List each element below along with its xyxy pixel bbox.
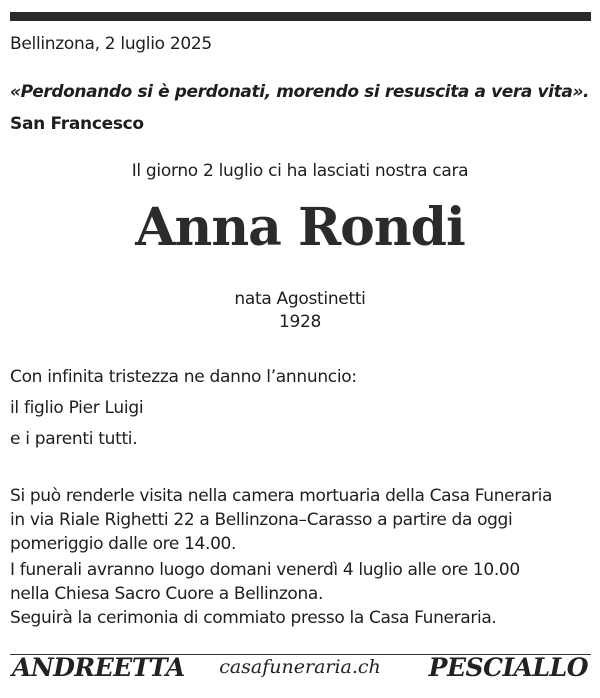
funeral-details <box>10 484 552 630</box>
funeral-home-website: casafuneraria.ch <box>219 656 381 678</box>
announcement-line: Con infinita tristezza ne danno l’annuncio: <box>10 367 357 387</box>
maiden-name: nata Agostinetti <box>234 289 366 309</box>
announcement-line: e i parenti tutti. <box>10 429 138 449</box>
birth-info <box>0 288 600 334</box>
intro-line: Il giorno 2 luglio ci ha lasciati nostra cara <box>131 161 469 181</box>
birth-year: 1928 <box>278 312 322 332</box>
funeral-home-andreetta: ANDREETTA <box>12 653 185 682</box>
quote-author: San Francesco <box>10 114 144 134</box>
funeral-line: nella Chiesa Sacro Cuore a Bellinzona. <box>10 584 324 604</box>
funeral-line: Seguirà la cerimonia di commiato presso la Casa Funeraria. <box>10 608 497 628</box>
quote-text: «Perdonando si è perdonati, morendo si resuscita a vera vita». <box>10 82 590 102</box>
announcement-line: il figlio Pier Luigi <box>10 398 144 418</box>
visit-line: Si può renderle visita nella camera mortuaria della Casa Funeraria <box>10 486 553 506</box>
announcement <box>10 362 357 455</box>
funeral-line: I funerali avranno luogo domani venerdì 4 luglio alle ore 10.00 <box>10 560 520 580</box>
notice-date: Bellinzona, 2 luglio 2025 <box>10 34 212 54</box>
visit-line: in via Riale Righetti 22 a Bellinzona–Carasso a partire da oggi <box>10 510 513 530</box>
deceased-name: Anna Rondi <box>135 197 465 258</box>
funeral-home-pesciallo: PESCIALLO <box>428 653 588 682</box>
top-rule <box>10 12 591 21</box>
visit-line: pomeriggio dalle ore 14.00. <box>10 534 237 554</box>
